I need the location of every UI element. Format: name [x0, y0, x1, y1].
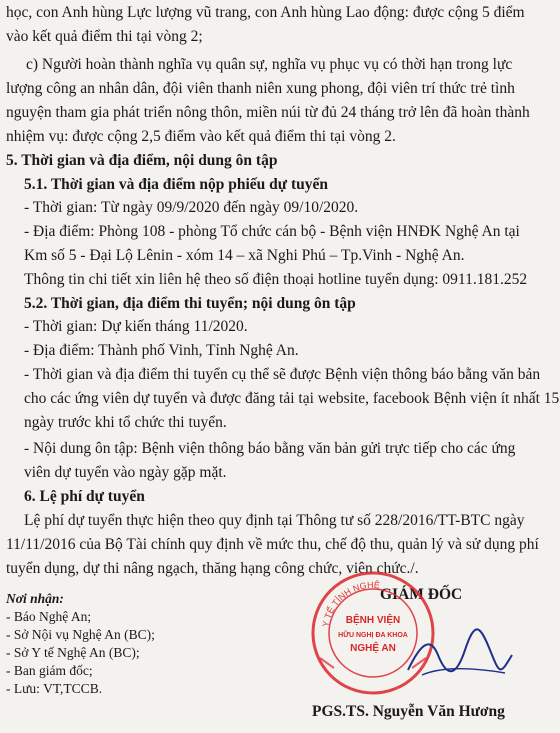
recipients-title: Nơi nhận:	[6, 591, 64, 606]
text-line: học, con Anh hùng Lực lượng vũ trang, con Anh hùng Lao động: được cộng 5 điểm	[6, 4, 525, 21]
recipient-item: - Sở Nội vụ Nghệ An (BC);	[6, 627, 155, 642]
stamp-line: HỮU NGHỊ ĐA KHOA	[338, 632, 408, 639]
signature-icon	[400, 615, 520, 695]
text-line: vào kết quả điểm thi tại vòng 2;	[6, 28, 203, 45]
recipient-item: - Báo Nghệ An;	[6, 609, 92, 624]
text-line: c) Người hoàn thành nghĩa vụ quân sự, nghĩa vụ phục vụ có thời hạn trong lực	[26, 56, 513, 73]
recipient-item: - Sở Y tế Nghệ An (BC);	[6, 645, 140, 660]
text-line: - Nội dung ôn tập: Bệnh viện thông báo bằng văn bản gửi trực tiếp cho các ứng	[24, 440, 516, 457]
subsection-heading: 5.2. Thời gian, địa điểm thi tuyển; nội dung ôn tập	[24, 295, 356, 312]
text-line: tuyển dụng, dự thi nâng ngạch, thăng hạng công chức, viên chức./.	[6, 560, 419, 577]
text-line: - Thời gian: Từ ngày 09/9/2020 đến ngày 09/10/2020.	[24, 199, 359, 216]
recipient-item: - Lưu: VT,TCCB.	[6, 681, 103, 696]
text-line: ngày trước khi tổ chức thi tuyển.	[24, 414, 227, 431]
text-line: cho các ứng viên dự tuyển và được đăng tải tại website, facebook Bệnh viện ít nhất 15	[24, 390, 560, 407]
stamp-line: BỆNH VIỆN	[345, 615, 401, 626]
text-line: nhiệm vụ: được cộng 2,5 điểm vào kết quả điểm thi tại vòng 2.	[6, 128, 396, 145]
section-heading: 6. Lệ phí dự tuyển	[24, 488, 145, 505]
text-line: nguyện tham gia phát triển nông thôn, miền núi từ đủ 24 tháng trở lên đã hoàn thành	[6, 104, 530, 121]
subsection-heading: 5.1. Thời gian và địa điểm nộp phiếu dự tuyển	[24, 176, 329, 193]
text-line: Km số 5 - Đại Lộ Lênin - xóm 14 – xã Nghi Phú – Tp.Vinh - Nghệ An.	[24, 247, 465, 264]
text-line: - Địa điểm: Thành phố Vinh, Tỉnh Nghệ An.	[24, 342, 299, 359]
stamp-outer-text: Y TẾ TỈNH NGHỆ	[320, 579, 381, 628]
signer-name: PGS.TS. Nguyễn Văn Hương	[312, 703, 505, 720]
signer-title: GIÁM ĐỐC	[380, 586, 463, 603]
text-line: lượng công an nhân dân, đội viên thanh niên xung phong, đội viên trí thức trẻ tình	[6, 80, 515, 97]
text-line: Thông tin chi tiết xin liên hệ theo số điện thoại hotline tuyển dụng: 0911.181.252	[24, 271, 528, 288]
text-line: - Thời gian: Dự kiến tháng 11/2020.	[24, 318, 248, 335]
text-line: Lệ phí dự tuyển thực hiện theo quy định tại Thông tư số 228/2016/TT-BTC ngày	[24, 512, 525, 529]
stamp-line: NGHỆ AN	[350, 643, 396, 654]
section-heading: 5. Thời gian và địa điểm, nội dung ôn tập	[6, 152, 278, 169]
text-line: - Thời gian và địa điểm thi tuyển cụ thể sẽ được Bệnh viện thông báo bằng văn bản	[24, 366, 541, 383]
text-line: viên dự tuyển vào ngày gặp mặt.	[24, 464, 227, 481]
text-line: 11/11/2016 của Bộ Tài chính quy định về mức thu, chế độ thu, quản lý và sử dụng phí	[6, 536, 539, 553]
text-line: - Địa điểm: Phòng 108 - phòng Tổ chức cán bộ - Bệnh viện HNĐK Nghệ An tại	[24, 223, 520, 240]
recipient-item: - Ban giám đốc;	[6, 663, 93, 678]
